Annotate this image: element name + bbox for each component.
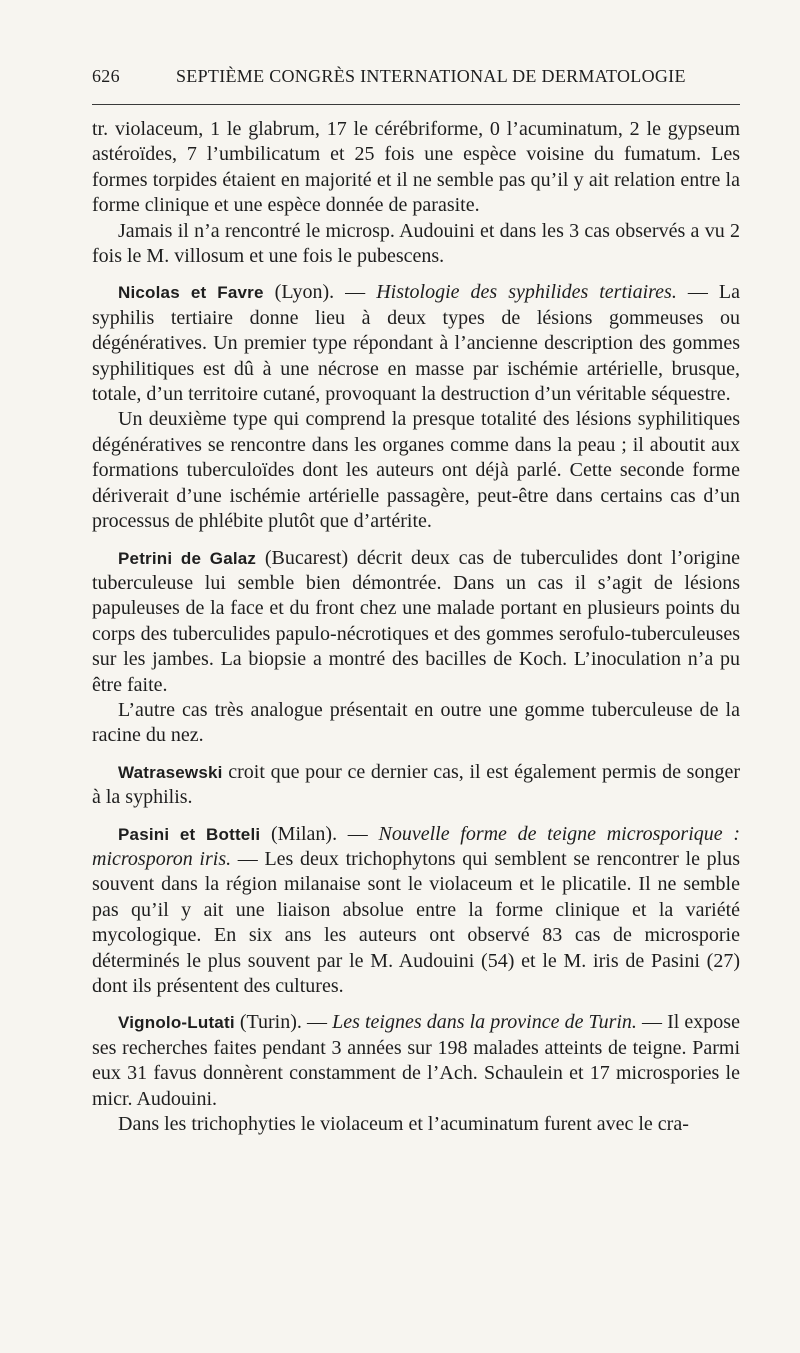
author-city: (Turin). — <box>234 1011 333 1034</box>
article-title: Histologie des syphilides tertiaires. <box>376 281 677 304</box>
paragraph-2: Jamais il n’a rencontré le microsp. Audouini et dans les 3 cas observés a vu 2 fois le M. villosum et une fois le pubescens. <box>92 219 740 268</box>
paragraph-text: — Les deux trichophytons qui semblent se rencontrer le plus souvent dans la région milanaise sont le violaceum et le plicatile. Il ne semble pas qu’il y ait une liaison absolue entre la forme clinique et la variété mycologique. En six ans les auteurs ont observé 83 cas de microsporie déterminés le plus souvent par le M. Audouini (54) et le M. iris de Pasini (27) dont ils présentent des cultures. <box>92 847 741 997</box>
author-name: Pasini et Botteli <box>118 824 261 844</box>
header-rule <box>92 104 740 105</box>
paragraph-watrasewski <box>92 760 740 811</box>
paragraph-pasini-botteli <box>92 822 740 1000</box>
paragraph-text: — Il expose ses recherches faites pendant 3 années sur 198 malades atteints de teigne. Parmi eux 31 favus donnèrent constamment de l’Ach. Schaulein et 17 microspories le micr. Audouini. <box>92 1011 740 1110</box>
body-text <box>92 117 740 1137</box>
paragraph-text: croit que pour ce dernier cas, il est également permis de songer à la syphilis. <box>92 760 740 809</box>
paragraph-6: L’autre cas très analogue présentait en outre une gomme tuberculeuse de la racine du nez. <box>92 698 740 747</box>
author-city: (Milan). — <box>260 822 379 845</box>
author-city: (Lyon). — <box>263 281 377 304</box>
paragraph-vignolo-lutati <box>92 1010 740 1112</box>
paragraph-text: (Bucarest) décrit deux cas de tuberculides dont l’origine tuberculeuse lui semble bien démontrée. Dans un cas il s’agit de lésions papuleuses de la face et du front chez une malade portant en plusieurs points du corps des tuberculides papulo-nécrotiques et des gommes serofulo-tuberculeuses sur les jambes. La biopsie a montré des bacilles de Koch. L’inoculation n’a pu être faite. <box>92 546 740 696</box>
paragraph-petrini <box>92 546 740 698</box>
paragraph-nicolas-favre <box>92 280 740 407</box>
author-name: Vignolo-Lutati <box>118 1013 235 1033</box>
running-title: SEPTIÈME CONGRÈS INTERNATIONAL DE DERMATOLOGIE <box>176 66 686 86</box>
author-name: Petrini de Galaz <box>118 548 257 568</box>
paragraph-1: tr. violaceum, 1 le glabrum, 17 le cérébriforme, 0 l’acuminatum, 2 le gypseum astéroïdes, 7 l’umbilicatum et 25 fois une espèce voisine du fumatum. Les formes torpides étaient en majorité et il ne semble pas qu’il y ait relation entre la forme clinique et une espèce donnée de parasite. <box>92 118 740 217</box>
paragraph-text: — La syphilis tertiaire donne lieu à deux types de lésions gommeuses ou dégénératives. Un premier type répondant à l’ancienne description des gommes syphilitiques est dû à une nécrose en masse par ischémie artérielle, brusque, totale, d’un territoire cutané, provoquant la destruction d’un véritable séquestre. <box>92 281 740 406</box>
paragraph-10: Dans les trichophyties le violaceum et l’acuminatum furent avec le cra- <box>118 1113 689 1136</box>
author-name: Watrasewski <box>118 762 223 782</box>
author-name: Nicolas et Favre <box>118 283 264 303</box>
article-title: Les teignes dans la province de Turin. <box>332 1011 637 1034</box>
paragraph-4: Un deuxième type qui comprend la presque totalité des lésions syphilitiques dégénératives se rencontre dans les organes comme dans la peau ; il aboutit aux formations tuberculoïdes dont les auteurs ont déjà parlé. Cette seconde forme dériverait d’une ischémie artérielle passagère, peut-être dans certains cas d’un processus de phlébite plutôt que d’artérite. <box>92 408 740 533</box>
article-title: Nouvelle forme de teigne microsporique : microsporon iris. <box>92 822 740 870</box>
page-number: 626 <box>92 66 120 86</box>
